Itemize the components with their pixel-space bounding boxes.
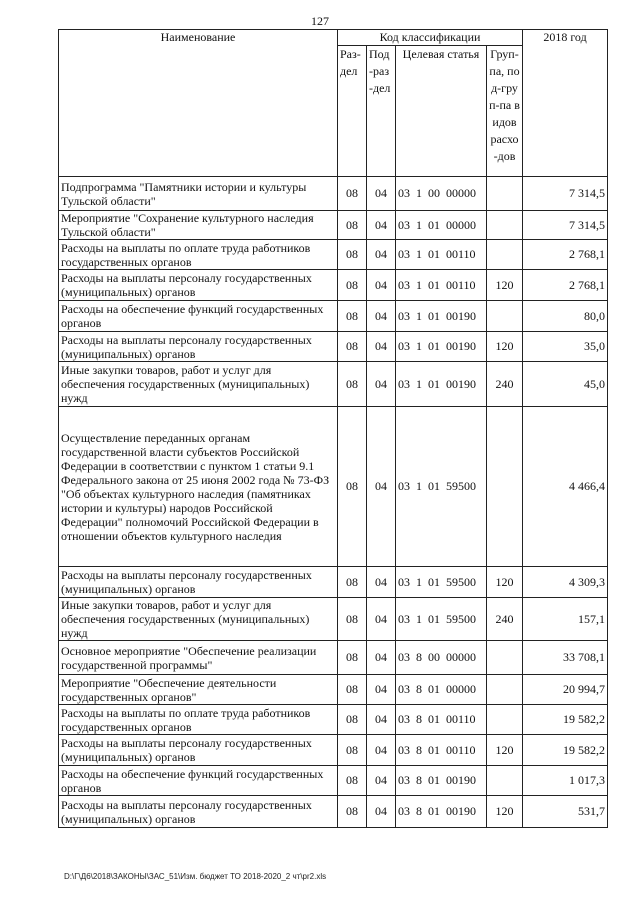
- row-group: 120: [487, 567, 523, 598]
- row-podrazdel: 04: [367, 301, 396, 332]
- row-razdel: 08: [338, 641, 367, 675]
- row-razdel: 08: [338, 675, 367, 705]
- row-razdel: 08: [338, 705, 367, 735]
- row-target-article: 03 1 01 59500: [396, 407, 487, 567]
- row-amount: 4 466,4: [523, 407, 608, 567]
- row-target-article: 03 1 01 00190: [396, 332, 487, 362]
- row-group: [487, 407, 523, 567]
- table-row: [59, 240, 608, 270]
- row-group: 240: [487, 598, 523, 641]
- table-row: [59, 332, 608, 362]
- row-target-article: 03 1 01 00190: [396, 362, 487, 407]
- row-podrazdel: 04: [367, 766, 396, 796]
- row-group: [487, 705, 523, 735]
- table-row: [59, 598, 608, 641]
- row-amount: 45,0: [523, 362, 608, 407]
- row-amount: 7 314,5: [523, 177, 608, 211]
- row-razdel: 08: [338, 735, 367, 766]
- row-name: Осуществление переданных органам государственной власти субъектов Российской Федерации в соответствии с пунктом 1 статьи 9.1 Федерального закона от 25 июня 2002 года № 73-ФЗ "Об объектах культурного наследия (памятниках истории и культуры) народов Российской Федерации" полномочий Российской Федерации в отношении объектов культурного наследия: [59, 407, 338, 567]
- header-year: 2018 год: [523, 30, 608, 177]
- row-group: [487, 675, 523, 705]
- row-group: [487, 641, 523, 675]
- row-amount: 157,1: [523, 598, 608, 641]
- row-group: 120: [487, 332, 523, 362]
- header-code-group: Код классификации: [338, 30, 523, 46]
- row-podrazdel: 04: [367, 567, 396, 598]
- row-razdel: 08: [338, 567, 367, 598]
- budget-table: [58, 29, 608, 828]
- row-razdel: 08: [338, 177, 367, 211]
- table-row: [59, 362, 608, 407]
- row-podrazdel: 04: [367, 332, 396, 362]
- row-razdel: 08: [338, 407, 367, 567]
- row-razdel: 08: [338, 598, 367, 641]
- row-name: Расходы на выплаты персоналу государственных (муниципальных) органов: [59, 567, 338, 598]
- row-razdel: 08: [338, 270, 367, 301]
- row-group: [487, 240, 523, 270]
- row-podrazdel: 04: [367, 705, 396, 735]
- header-group: Груп-па, под-груп-па видов расхо-дов: [487, 46, 523, 177]
- row-target-article: 03 8 01 00110: [396, 705, 487, 735]
- row-name: Основное мероприятие "Обеспечение реализации государственной программы": [59, 641, 338, 675]
- row-name: Мероприятие "Сохранение культурного наследия Тульской области": [59, 211, 338, 240]
- row-name: Расходы на выплаты персоналу государственных (муниципальных) органов: [59, 270, 338, 301]
- row-name: Расходы на выплаты по оплате труда работников государственных органов: [59, 705, 338, 735]
- row-razdel: 08: [338, 301, 367, 332]
- row-podrazdel: 04: [367, 362, 396, 407]
- row-amount: 19 582,2: [523, 735, 608, 766]
- row-amount: 35,0: [523, 332, 608, 362]
- row-razdel: 08: [338, 766, 367, 796]
- row-name: Расходы на обеспечение функций государственных органов: [59, 766, 338, 796]
- row-name: Расходы на выплаты персоналу государственных (муниципальных) органов: [59, 796, 338, 828]
- row-target-article: 03 8 01 00110: [396, 735, 487, 766]
- table-row: [59, 766, 608, 796]
- row-target-article: 03 1 01 59500: [396, 567, 487, 598]
- row-podrazdel: 04: [367, 177, 396, 211]
- row-podrazdel: 04: [367, 240, 396, 270]
- header-podrazdel: Под-раз-дел: [367, 46, 396, 177]
- row-group: 120: [487, 270, 523, 301]
- row-podrazdel: 04: [367, 270, 396, 301]
- row-target-article: 03 8 01 00190: [396, 766, 487, 796]
- row-amount: 33 708,1: [523, 641, 608, 675]
- row-podrazdel: 04: [367, 735, 396, 766]
- row-amount: 1 017,3: [523, 766, 608, 796]
- row-target-article: 03 8 01 00000: [396, 675, 487, 705]
- row-podrazdel: 04: [367, 407, 396, 567]
- table-row: [59, 641, 608, 675]
- row-group: [487, 177, 523, 211]
- row-group: 120: [487, 735, 523, 766]
- table-row: [59, 675, 608, 705]
- header-target-article: Целевая статья: [396, 46, 487, 177]
- row-name: Подпрограмма "Памятники истории и культуры Тульской области": [59, 177, 338, 211]
- row-target-article: 03 1 01 59500: [396, 598, 487, 641]
- row-name: Иные закупки товаров, работ и услуг для обеспечения государственных (муниципальных) нужд: [59, 598, 338, 641]
- row-amount: 2 768,1: [523, 240, 608, 270]
- header-name: Наименование: [59, 30, 338, 177]
- row-razdel: 08: [338, 362, 367, 407]
- row-target-article: 03 1 01 00000: [396, 211, 487, 240]
- row-amount: 20 994,7: [523, 675, 608, 705]
- table-row: [59, 270, 608, 301]
- row-group: 120: [487, 796, 523, 828]
- row-podrazdel: 04: [367, 211, 396, 240]
- row-target-article: 03 1 00 00000: [396, 177, 487, 211]
- row-amount: 531,7: [523, 796, 608, 828]
- row-podrazdel: 04: [367, 598, 396, 641]
- table-row: [59, 567, 608, 598]
- row-razdel: 08: [338, 211, 367, 240]
- row-razdel: 08: [338, 240, 367, 270]
- row-group: [487, 766, 523, 796]
- row-name: Расходы на обеспечение функций государственных органов: [59, 301, 338, 332]
- table-row: [59, 301, 608, 332]
- row-amount: 2 768,1: [523, 270, 608, 301]
- row-target-article: 03 1 01 00110: [396, 240, 487, 270]
- row-name: Расходы на выплаты персоналу государственных (муниципальных) органов: [59, 735, 338, 766]
- row-amount: 19 582,2: [523, 705, 608, 735]
- row-group: [487, 301, 523, 332]
- header-razdel: Раз-дел: [338, 46, 367, 177]
- page-number: 127: [311, 14, 329, 28]
- table-row: [59, 407, 608, 567]
- table-row: [59, 796, 608, 828]
- table-row: [59, 735, 608, 766]
- row-target-article: 03 8 00 00000: [396, 641, 487, 675]
- row-podrazdel: 04: [367, 641, 396, 675]
- row-razdel: 08: [338, 332, 367, 362]
- row-group: [487, 211, 523, 240]
- row-name: Расходы на выплаты персоналу государственных (муниципальных) органов: [59, 332, 338, 362]
- table-row: [59, 177, 608, 211]
- table-row: [59, 705, 608, 735]
- row-podrazdel: 04: [367, 675, 396, 705]
- row-target-article: 03 1 01 00190: [396, 301, 487, 332]
- table-body: [59, 177, 608, 828]
- row-name: Иные закупки товаров, работ и услуг для обеспечения государственных (муниципальных) нужд: [59, 362, 338, 407]
- row-name: Мероприятие "Обеспечение деятельности государственных органов": [59, 675, 338, 705]
- row-group: 240: [487, 362, 523, 407]
- table-row: [59, 211, 608, 240]
- row-target-article: 03 1 01 00110: [396, 270, 487, 301]
- row-name: Расходы на выплаты по оплате труда работников государственных органов: [59, 240, 338, 270]
- row-amount: 80,0: [523, 301, 608, 332]
- row-amount: 4 309,3: [523, 567, 608, 598]
- row-amount: 7 314,5: [523, 211, 608, 240]
- row-podrazdel: 04: [367, 796, 396, 828]
- row-razdel: 08: [338, 796, 367, 828]
- row-target-article: 03 8 01 00190: [396, 796, 487, 828]
- footer-file-path: D:\Г\Д6\2018\ЗАКОНЫ\ЗАС_51\Изм. бюджет ТО 2018-2020_2 чт\pr2.xls: [64, 872, 327, 881]
